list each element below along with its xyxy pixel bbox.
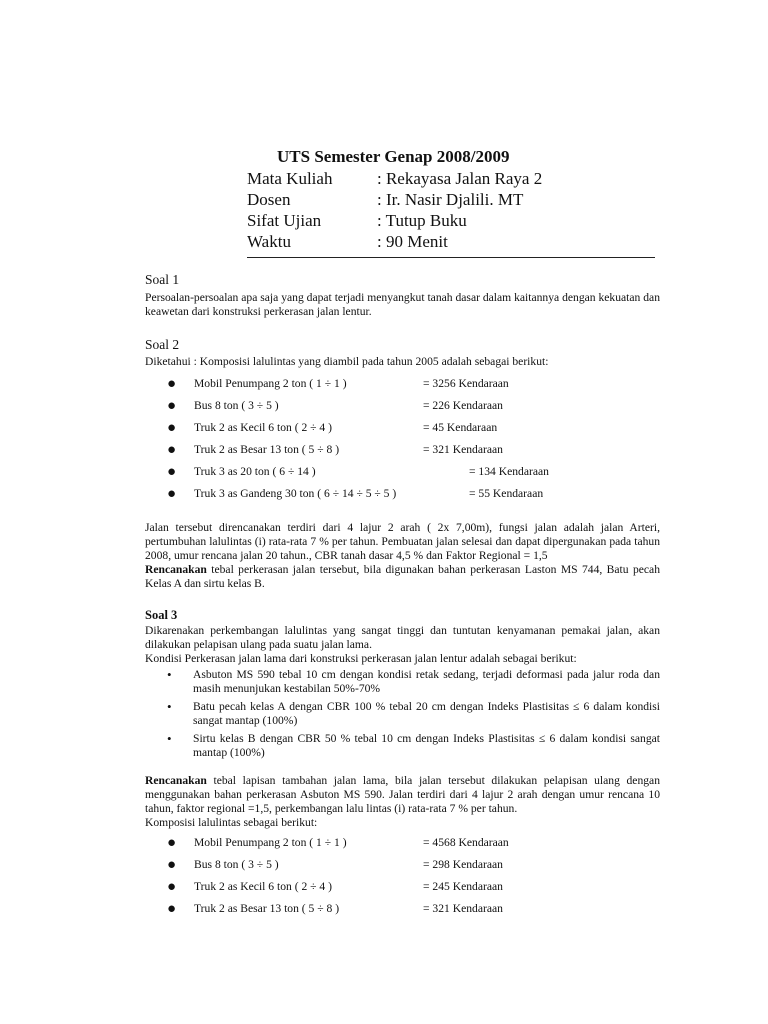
bullet-icon: • <box>167 699 172 714</box>
soal-2-vehicle-list <box>145 373 660 505</box>
task-keyword: Rencanakan <box>145 563 207 576</box>
soal-3-intro: Dikarenakan perkembangan lalulintas yang sangat tinggi dan tuntutan kenyamanan pemakai jalan, akan dilakukan pelapisan ulang pada suatu jalan lama. <box>145 624 660 651</box>
soal-3-composition-intro: Komposisi lalulintas sebagai berikut: <box>145 816 318 829</box>
list-item <box>145 668 660 696</box>
vehicle-count: = 55 Kendaraan <box>469 487 544 500</box>
vehicle-name: Truk 3 as 20 ton ( 6 ÷ 14 ) <box>194 465 316 478</box>
exam-title: UTS Semester Genap 2008/2009 <box>277 147 510 166</box>
soal-1-text: Persoalan-persoalan apa saja yang dapat terjadi menyangkut tanah dasar dalam kaitannya dengan kekuatan dan keawetan dari konstruksi perkerasan jalan lentur. <box>145 291 660 318</box>
list-item <box>145 461 660 483</box>
bullet-icon: ● <box>167 376 177 392</box>
soal-2-intro: Diketahui : Komposisi lalulintas yang diambil pada tahun 2005 adalah sebagai berikut: <box>145 355 549 368</box>
vehicle-name: Bus 8 ton ( 3 ÷ 5 ) <box>194 858 279 871</box>
exam-content <box>145 270 660 920</box>
vehicle-count: = 298 Kendaraan <box>423 858 503 871</box>
list-item <box>145 876 660 898</box>
vehicle-count: = 321 Kendaraan <box>423 443 503 456</box>
task-keyword: Rencanakan <box>145 774 207 787</box>
vehicle-count: = 45 Kendaraan <box>423 421 498 434</box>
info-label: Dosen <box>247 190 291 209</box>
soal-3-condition-list <box>145 668 660 760</box>
list-item <box>145 373 660 395</box>
info-value: : Tutup Buku <box>377 211 467 230</box>
bullet-icon: ● <box>167 398 177 414</box>
info-row-time <box>247 231 657 252</box>
list-item <box>145 700 660 728</box>
bullet-icon: ● <box>167 486 177 502</box>
vehicle-name: Truk 2 as Besar 13 ton ( 5 ÷ 8 ) <box>194 902 340 915</box>
vehicle-count: = 134 Kendaraan <box>469 465 549 478</box>
info-row-course <box>247 168 657 189</box>
vehicle-count: = 245 Kendaraan <box>423 880 503 893</box>
list-item <box>145 732 660 760</box>
info-value: : Rekayasa Jalan Raya 2 <box>377 169 543 188</box>
bullet-icon: ● <box>167 901 177 917</box>
info-label: Sifat Ujian <box>247 211 322 230</box>
vehicle-count: = 3256 Kendaraan <box>423 377 509 390</box>
bullet-icon: ● <box>167 464 177 480</box>
vehicle-name: Truk 2 as Besar 13 ton ( 5 ÷ 8 ) <box>194 443 340 456</box>
bullet-icon: ● <box>167 879 177 895</box>
list-item <box>145 395 660 417</box>
vehicle-name: Mobil Penumpang 2 ton ( 1 ÷ 1 ) <box>194 377 347 390</box>
bullet-icon: ● <box>167 442 177 458</box>
soal-2-description: Jalan tersebut direncanakan terdiri dari 4 lajur 2 arah ( 2x 7,00m), fungsi jalan adalah jalan Arteri, pertumbuhan lalulintas (i) rata-rata 7 % per tahun. Pembuatan jalan selesai dan dapat dipergunakan pada tahun 2008, umur rencana jalan 20 tahun., CBR tanah dasar 4,5 % dan Faktor Regional = 1,5 <box>145 521 660 562</box>
soal-2-task <box>145 563 660 591</box>
soal-3-vehicle-list <box>145 832 660 920</box>
info-row-lecturer <box>247 189 657 210</box>
info-value: : 90 Menit <box>377 232 448 251</box>
list-item <box>145 417 660 439</box>
bullet-icon: • <box>167 667 172 682</box>
list-item <box>145 854 660 876</box>
soal-3-condition-intro: Kondisi Perkerasan jalan lama dari konstruksi perkerasan jalan lentur adalah sebagai berikut: <box>145 652 577 665</box>
header-divider <box>247 257 655 258</box>
list-item <box>145 832 660 854</box>
condition-text: Batu pecah kelas A dengan CBR 100 % tebal 20 cm dengan Indeks Plastisitas ≤ 6 dalam kondisi sangat mantap (100%) <box>193 700 660 727</box>
list-item <box>145 483 660 505</box>
condition-text: Asbuton MS 590 tebal 10 cm dengan kondisi retak sedang, terjadi deformasi pada jalur roda dan masih menunjukan kestabilan 50%-70% <box>193 668 660 695</box>
soal-3-heading: Soal 3 <box>145 608 178 622</box>
vehicle-count: = 4568 Kendaraan <box>423 836 509 849</box>
list-item <box>145 898 660 920</box>
task-text: tebal perkerasan jalan tersebut, bila digunakan bahan perkerasan Laston MS 744, Batu pecah Kelas A dan sirtu kelas B. <box>145 563 660 590</box>
condition-text: Sirtu kelas B dengan CBR 50 % tebal 10 cm dengan Indeks Plastisitas ≤ 6 dalam kondisi sangat mantap (100%) <box>193 732 660 759</box>
vehicle-name: Truk 2 as Kecil 6 ton ( 2 ÷ 4 ) <box>194 421 332 434</box>
vehicle-count: = 321 Kendaraan <box>423 902 503 915</box>
vehicle-name: Truk 2 as Kecil 6 ton ( 2 ÷ 4 ) <box>194 880 332 893</box>
info-label: Waktu <box>247 232 291 251</box>
bullet-icon: ● <box>167 857 177 873</box>
vehicle-name: Mobil Penumpang 2 ton ( 1 ÷ 1 ) <box>194 836 347 849</box>
soal-2-heading: Soal 2 <box>145 337 180 352</box>
info-value: : Ir. Nasir Djalili. MT <box>377 190 524 209</box>
task-text: tebal lapisan tambahan jalan lama, bila jalan tersebut dilakukan pelapisan ulang dengan menggunakan bahan perkerasan Asbuton MS 590. Jalan terdiri dari 4 lajur 2 arah dengan umur rencana 10 tahun, faktor regional =1,5, perkembangan lalu lintas (i) rata-rata 7 % per tahun. <box>145 774 660 815</box>
list-item <box>145 439 660 461</box>
vehicle-name: Truk 3 as Gandeng 30 ton ( 6 ÷ 14 ÷ 5 ÷ 5 ) <box>194 487 397 500</box>
info-label: Mata Kuliah <box>247 169 333 188</box>
soal-3-task <box>145 774 660 816</box>
vehicle-count: = 226 Kendaraan <box>423 399 503 412</box>
bullet-icon: ● <box>167 420 177 436</box>
soal-1-heading: Soal 1 <box>145 272 180 287</box>
exam-header <box>247 146 657 252</box>
bullet-icon: ● <box>167 835 177 851</box>
bullet-icon: • <box>167 731 172 746</box>
vehicle-name: Bus 8 ton ( 3 ÷ 5 ) <box>194 399 279 412</box>
info-row-exam-type <box>247 210 657 231</box>
